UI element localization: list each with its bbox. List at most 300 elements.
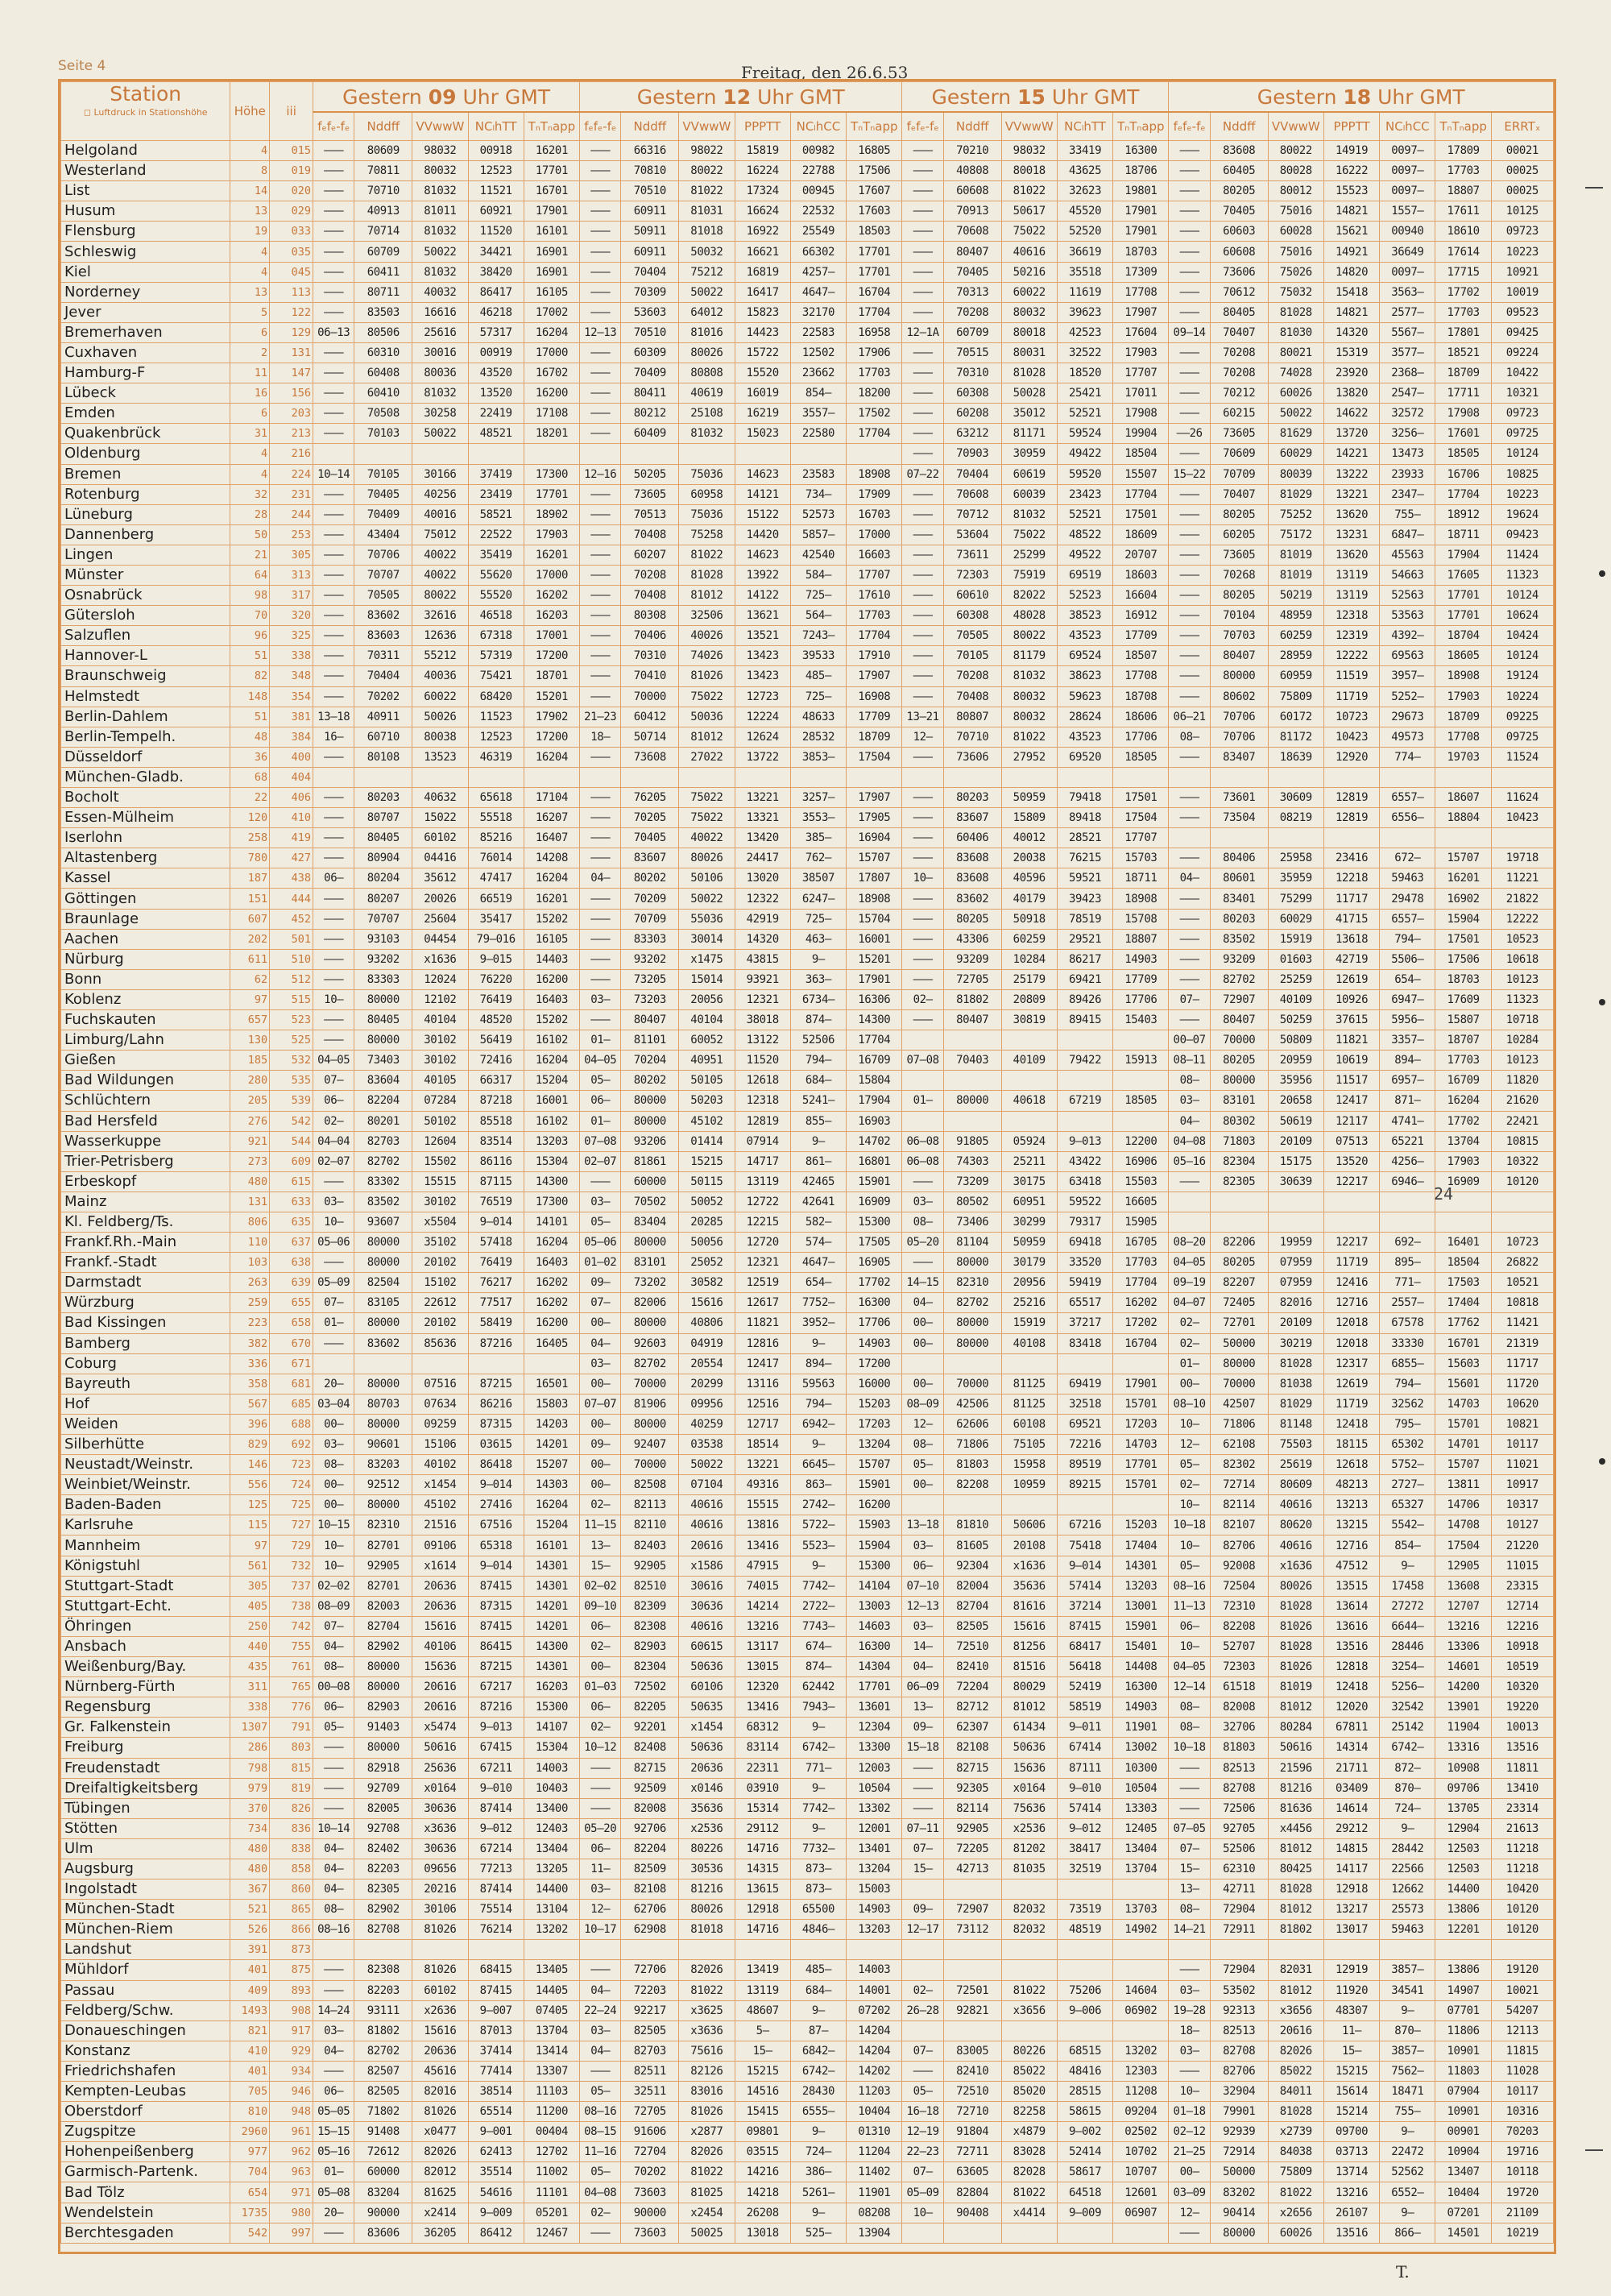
obs-cell: 70712 — [943, 504, 1001, 524]
obs-cell: 03— — [902, 1536, 943, 1556]
obs-cell: 49422 — [1057, 444, 1112, 464]
obs-cell: ——— — [313, 686, 354, 707]
obs-cell: 18521 — [1435, 342, 1491, 363]
obs-cell: 5506— — [1380, 949, 1435, 969]
obs-cell: 12— — [902, 1414, 943, 1434]
obs-cell: 81022 — [679, 545, 735, 565]
obs-cell: ——— — [580, 141, 621, 161]
obs-cell: 18709 — [847, 727, 902, 747]
obs-cell: 80711 — [354, 282, 412, 302]
obs-cell: 07—05 — [1169, 1818, 1210, 1838]
obs-cell: 05—06 — [313, 1233, 354, 1253]
obs-cell: 17002 — [524, 302, 579, 322]
obs-cell: 12636 — [412, 626, 468, 646]
obs-cell: 36205 — [412, 2223, 468, 2243]
obs-cell: 00— — [580, 1475, 621, 1495]
obs-cell: 14919 — [1323, 141, 1379, 161]
obs-cell: 734— — [790, 484, 846, 504]
obs-cell: 13404 — [1113, 1838, 1169, 1859]
obs-cell: 17707 — [847, 565, 902, 585]
obs-cell: 7562— — [1380, 2061, 1435, 2081]
obs-cell: 72405 — [1210, 1293, 1268, 1313]
obs-cell: ——— — [313, 222, 354, 242]
obs-cell: 14703 — [1435, 1394, 1491, 1414]
obs-cell: 70706 — [1210, 727, 1268, 747]
obs-cell: 82032 — [1001, 1900, 1057, 1920]
obs-cell: 32506 — [679, 606, 735, 626]
obs-cell: ——— — [902, 1758, 943, 1778]
obs-cell: 16200 — [847, 1495, 902, 1515]
table-row — [61, 524, 1554, 545]
obs-cell: 70903 — [943, 444, 1001, 464]
column-header: fₑfₑ-fₑ — [902, 112, 943, 141]
station-name: Emden — [61, 404, 230, 424]
obs-cell: 82205 — [621, 1697, 679, 1718]
obs-cell: 30582 — [679, 1273, 735, 1293]
obs-cell: 3857— — [1380, 2041, 1435, 2061]
obs-cell: 82504 — [354, 1273, 412, 1293]
obs-cell: 3357— — [1380, 1030, 1435, 1051]
column-header: NCₗhTT — [1057, 112, 1112, 141]
station-index: 419 — [270, 828, 313, 848]
obs-cell: ——— — [902, 504, 943, 524]
obs-cell: ——— — [580, 524, 621, 545]
obs-cell: 17502 — [847, 404, 902, 424]
obs-cell: 87415 — [468, 1576, 524, 1596]
obs-cell: 17709 — [1113, 969, 1169, 989]
punch-hole — [1599, 1458, 1605, 1465]
obs-cell: ——— — [1169, 444, 1210, 464]
obs-cell: 73605 — [1210, 424, 1268, 444]
obs-cell — [412, 1940, 468, 1960]
obs-cell: 17809 — [1435, 141, 1491, 161]
obs-cell: 80407 — [621, 1010, 679, 1030]
obs-cell: 83608 — [943, 868, 1001, 889]
obs-cell: 82902 — [354, 1636, 412, 1656]
obs-cell: 09— — [580, 1273, 621, 1293]
station-index: 670 — [270, 1333, 313, 1353]
obs-cell: 81022 — [1001, 1980, 1057, 2000]
obs-cell: 06—09 — [902, 1677, 943, 1697]
obs-cell: 5722— — [790, 1515, 846, 1536]
obs-cell: 14304 — [847, 1657, 902, 1677]
obs-cell: 82308 — [621, 1616, 679, 1636]
obs-cell: 50036 — [679, 707, 735, 727]
obs-cell: 13901 — [1435, 1697, 1491, 1718]
obs-cell: 13216 — [735, 1616, 790, 1636]
obs-cell — [1057, 1030, 1112, 1051]
column-header: VVwwW — [679, 112, 735, 141]
table-row — [61, 1940, 1554, 1960]
obs-cell: 87218 — [468, 1091, 524, 1111]
obs-cell: 75022 — [679, 808, 735, 828]
station-name: Dannenberg — [61, 524, 230, 545]
column-header: NCₗhTT — [468, 112, 524, 141]
obs-cell: 83401 — [1210, 889, 1268, 909]
obs-cell: 12418 — [1323, 1677, 1379, 1697]
station-index: 838 — [270, 1838, 313, 1859]
obs-cell: 9–010 — [468, 1778, 524, 1798]
obs-cell: 81026 — [1268, 1616, 1323, 1636]
obs-cell: 73202 — [621, 1273, 679, 1293]
obs-cell: 28515 — [1057, 2082, 1112, 2102]
obs-cell: 69419 — [1057, 1374, 1112, 1394]
station-index: 929 — [270, 2041, 313, 2061]
obs-cell: 82510 — [621, 1576, 679, 1596]
obs-cell: 10322 — [1491, 1151, 1553, 1171]
obs-cell: 16417 — [735, 282, 790, 302]
station-height: 1493 — [230, 2000, 270, 2020]
obs-cell: 92313 — [1210, 2000, 1268, 2020]
obs-cell: 40022 — [412, 545, 468, 565]
obs-cell: 25216 — [1001, 1293, 1057, 1313]
obs-cell: 57317 — [468, 322, 524, 342]
obs-cell: 16407 — [524, 828, 579, 848]
obs-cell: 72914 — [1210, 2142, 1268, 2162]
obs-cell: ——— — [902, 788, 943, 808]
obs-cell — [524, 767, 579, 787]
obs-cell: 2577— — [1380, 302, 1435, 322]
obs-cell: x1636 — [1001, 1556, 1057, 1576]
obs-cell: 55212 — [412, 646, 468, 666]
obs-cell: 75258 — [679, 524, 735, 545]
obs-cell: 13003 — [847, 1596, 902, 1616]
obs-cell: 75016 — [1268, 201, 1323, 222]
obs-cell: 15701 — [1435, 1414, 1491, 1434]
obs-cell: 85022 — [1001, 2061, 1057, 2081]
obs-cell: 13722 — [735, 747, 790, 767]
obs-cell: 14201 — [524, 1616, 579, 1636]
obs-cell: 03— — [1169, 2041, 1210, 2061]
obs-cell: 9–015 — [468, 949, 524, 969]
obs-cell: 09225 — [1491, 707, 1553, 727]
station-height: 14 — [230, 181, 270, 201]
station-index: 635 — [270, 1212, 313, 1232]
obs-cell: 02—12 — [1169, 2122, 1210, 2142]
obs-cell: 13020 — [735, 868, 790, 889]
obs-cell: 38623 — [1057, 666, 1112, 686]
table-row — [61, 586, 1554, 606]
obs-cell: ——— — [1169, 181, 1210, 201]
obs-cell: 10— — [1169, 1536, 1210, 1556]
obs-cell: 37414 — [468, 2041, 524, 2061]
obs-cell: 19—28 — [1169, 2000, 1210, 2020]
obs-cell: 16909 — [847, 1192, 902, 1212]
obs-cell: 83204 — [354, 2182, 412, 2203]
station-index: 381 — [270, 707, 313, 727]
station-height: 6 — [230, 404, 270, 424]
obs-cell: 05—09 — [313, 1273, 354, 1293]
obs-cell: 35419 — [468, 545, 524, 565]
obs-cell: 07— — [580, 1293, 621, 1313]
obs-cell: 82702 — [354, 1151, 412, 1171]
obs-cell: 9–007 — [468, 2000, 524, 2020]
obs-cell: 18— — [1169, 2020, 1210, 2041]
obs-cell — [1113, 2020, 1169, 2041]
obs-cell: 80000 — [354, 1233, 412, 1253]
obs-cell: 70709 — [1210, 464, 1268, 484]
obs-cell: 49316 — [735, 1475, 790, 1495]
obs-cell: 02— — [902, 989, 943, 1009]
station-height: 979 — [230, 1778, 270, 1798]
obs-cell: 2722— — [790, 1596, 846, 1616]
obs-cell: 72706 — [621, 1960, 679, 1980]
obs-cell: 14601 — [1435, 1657, 1491, 1677]
obs-cell: x2656 — [1268, 2203, 1323, 2223]
obs-cell: 04—04 — [313, 1131, 354, 1151]
obs-cell: 40632 — [412, 788, 468, 808]
obs-cell: 29212 — [1323, 1818, 1379, 1838]
obs-cell: 80407 — [943, 1010, 1001, 1030]
obs-cell: 16204 — [524, 868, 579, 889]
obs-cell: ——— — [1169, 666, 1210, 686]
obs-cell: 50115 — [679, 1171, 735, 1192]
obs-cell: 81011 — [412, 201, 468, 222]
obs-cell: 06— — [902, 1556, 943, 1576]
station-name: Oberstdorf — [61, 2102, 230, 2122]
obs-cell: 80405 — [354, 1010, 412, 1030]
obs-cell: 755— — [1380, 504, 1435, 524]
obs-cell: 17762 — [1435, 1313, 1491, 1333]
obs-cell: 20026 — [412, 889, 468, 909]
obs-cell: 2347— — [1380, 484, 1435, 504]
obs-cell: 06907 — [1113, 2203, 1169, 2223]
obs-cell: 10120 — [1491, 1171, 1553, 1192]
obs-cell: 16019 — [735, 383, 790, 404]
obs-cell: 17703 — [1113, 1253, 1169, 1273]
obs-cell: 13222 — [1323, 464, 1379, 484]
obs-cell — [1001, 1030, 1057, 1051]
obs-cell — [1491, 767, 1553, 787]
obs-cell: 70405 — [621, 828, 679, 848]
obs-cell: 42719 — [1323, 949, 1379, 969]
obs-cell: 92305 — [943, 1778, 1001, 1798]
obs-cell — [354, 444, 412, 464]
obs-cell: 75252 — [1268, 504, 1323, 524]
obs-cell: 71806 — [1210, 1414, 1268, 1434]
obs-cell: 794— — [790, 1394, 846, 1414]
obs-cell: 6645— — [790, 1455, 846, 1475]
obs-cell: 17901 — [524, 201, 579, 222]
obs-cell: 7742— — [790, 1576, 846, 1596]
obs-cell: 03— — [580, 1879, 621, 1900]
obs-cell: 23315 — [1491, 1576, 1553, 1596]
obs-cell: 14201 — [524, 1435, 579, 1455]
station-name: Bocholt — [61, 788, 230, 808]
station-name: Rotenburg — [61, 484, 230, 504]
obs-cell: 09423 — [1491, 524, 1553, 545]
obs-cell: 10— — [1169, 2082, 1210, 2102]
obs-cell: 60108 — [1001, 1414, 1057, 1434]
obs-cell: 17703 — [1435, 302, 1491, 322]
obs-cell: 70405 — [354, 484, 412, 504]
obs-cell: 81032 — [412, 222, 468, 242]
obs-cell: 00919 — [468, 342, 524, 363]
obs-cell: 04919 — [679, 1333, 735, 1353]
obs-cell: 15722 — [735, 342, 790, 363]
obs-cell: 16204 — [524, 1051, 579, 1071]
obs-cell: 12918 — [1323, 1879, 1379, 1900]
obs-cell: 71803 — [1210, 1131, 1268, 1151]
obs-cell: 53603 — [621, 302, 679, 322]
obs-cell — [1169, 1940, 1210, 1960]
obs-cell: 80012 — [1268, 181, 1323, 201]
obs-cell: 40109 — [1001, 1051, 1057, 1071]
obs-cell: 29673 — [1380, 707, 1435, 727]
obs-cell: 55520 — [468, 586, 524, 606]
obs-cell: 12—17 — [902, 1920, 943, 1940]
obs-cell: 08— — [313, 1455, 354, 1475]
obs-cell: 83028 — [1001, 2142, 1057, 2162]
table-row — [61, 2000, 1554, 2020]
table-row — [61, 606, 1554, 626]
obs-cell: 80203 — [1210, 909, 1268, 929]
obs-cell — [790, 767, 846, 787]
obs-cell: 16819 — [735, 262, 790, 282]
obs-cell: 33520 — [1057, 1253, 1112, 1273]
obs-cell: 525— — [790, 2223, 846, 2243]
obs-cell: ——— — [313, 1758, 354, 1778]
obs-cell: 86417 — [468, 282, 524, 302]
station-name: Mühldorf — [61, 1960, 230, 1980]
obs-cell: ——— — [313, 424, 354, 444]
obs-cell — [943, 1071, 1001, 1091]
station-index: 129 — [270, 322, 313, 342]
obs-cell: 82031 — [1268, 1960, 1323, 1980]
obs-cell — [1435, 828, 1491, 848]
obs-cell: 03— — [902, 1192, 943, 1212]
obs-cell: 13122 — [735, 1030, 790, 1051]
obs-cell — [1268, 767, 1323, 787]
obs-cell: 70505 — [943, 626, 1001, 646]
obs-cell: 10— — [1169, 1414, 1210, 1434]
obs-cell: 50022 — [679, 282, 735, 302]
obs-cell: 10901 — [1435, 2041, 1491, 2061]
obs-cell: 80032 — [1001, 707, 1057, 727]
obs-cell: 06— — [580, 1091, 621, 1111]
obs-cell: 70311 — [354, 646, 412, 666]
obs-cell: 80205 — [1210, 1253, 1268, 1273]
obs-cell: 17906 — [847, 342, 902, 363]
obs-cell: 894— — [1380, 1051, 1435, 1071]
obs-cell: 574— — [790, 1233, 846, 1253]
station-index: 539 — [270, 1091, 313, 1111]
obs-cell: 855— — [790, 1111, 846, 1131]
obs-cell: 81026 — [679, 666, 735, 686]
obs-cell: 13204 — [847, 1435, 902, 1455]
obs-cell: 70714 — [354, 222, 412, 242]
obs-cell: 82107 — [1210, 1515, 1268, 1536]
obs-cell — [1268, 828, 1323, 848]
obs-cell: 98032 — [1001, 141, 1057, 161]
obs-cell — [902, 2020, 943, 2041]
obs-cell: 80405 — [354, 828, 412, 848]
obs-cell: 70403 — [943, 1051, 1001, 1071]
obs-cell — [580, 444, 621, 464]
obs-cell: 00— — [902, 1333, 943, 1353]
obs-cell — [313, 444, 354, 464]
obs-cell: 00021 — [1491, 141, 1553, 161]
table-row — [61, 1111, 1554, 1131]
station-name: Münster — [61, 565, 230, 585]
station-name: Coburg — [61, 1353, 230, 1374]
obs-cell: 48213 — [1323, 1475, 1379, 1495]
obs-cell: 03—09 — [1169, 2182, 1210, 2203]
obs-cell: 08— — [1169, 1718, 1210, 1738]
obs-cell: 18503 — [847, 222, 902, 242]
station-index: 019 — [270, 161, 313, 181]
obs-cell: 06— — [313, 1697, 354, 1718]
obs-cell: 20616 — [412, 1677, 468, 1697]
iii-header: iii — [270, 82, 313, 141]
obs-cell: 10618 — [1491, 949, 1553, 969]
station-name: Darmstadt — [61, 1273, 230, 1293]
obs-cell: 81038 — [1268, 1374, 1323, 1394]
obs-cell: 82012 — [412, 2162, 468, 2182]
obs-cell: ——— — [580, 889, 621, 909]
obs-cell: 16701 — [524, 181, 579, 201]
obs-cell: 04— — [580, 1980, 621, 2000]
obs-cell: 58615 — [1057, 2102, 1112, 2122]
obs-cell: 60406 — [943, 828, 1001, 848]
obs-cell: x0164 — [1001, 1778, 1057, 1798]
obs-cell: 76519 — [468, 1192, 524, 1212]
obs-cell: ——— — [1169, 747, 1210, 767]
obs-cell: 755— — [1380, 2102, 1435, 2122]
station-index: 512 — [270, 969, 313, 989]
obs-cell: 86216 — [468, 1394, 524, 1414]
obs-cell: 67811 — [1323, 1718, 1379, 1738]
obs-cell: 70310 — [943, 363, 1001, 383]
obs-cell: 16906 — [1113, 1151, 1169, 1171]
obs-cell: 82203 — [354, 1859, 412, 1879]
obs-cell: ——— — [580, 586, 621, 606]
obs-cell: 00945 — [790, 181, 846, 201]
obs-cell: 15515 — [412, 1171, 468, 1192]
obs-cell: 81803 — [943, 1455, 1001, 1475]
obs-cell: 11820 — [1491, 1071, 1553, 1091]
obs-cell: 15819 — [735, 141, 790, 161]
obs-cell: 92905 — [354, 1556, 412, 1576]
obs-cell: 13423 — [735, 666, 790, 686]
obs-cell: 42919 — [735, 909, 790, 929]
obs-cell: 50032 — [679, 242, 735, 262]
obs-cell: 47915 — [735, 1556, 790, 1576]
obs-cell: 00— — [902, 1374, 943, 1394]
table-row — [61, 1030, 1554, 1051]
obs-cell: 18703 — [1113, 242, 1169, 262]
obs-cell — [679, 1940, 735, 1960]
obs-cell: 14516 — [735, 2082, 790, 2102]
obs-cell: 50959 — [1001, 1233, 1057, 1253]
obs-cell: 50105 — [679, 1071, 735, 1091]
station-name: München-Riem — [61, 1920, 230, 1940]
obs-cell: 72911 — [1210, 1920, 1268, 1940]
obs-cell: 36649 — [1380, 242, 1435, 262]
obs-cell: 12717 — [735, 1414, 790, 1434]
obs-cell: 18709 — [1435, 363, 1491, 383]
obs-cell: 15203 — [847, 1394, 902, 1414]
obs-cell: 10818 — [1491, 1293, 1553, 1313]
obs-cell: 14320 — [1323, 322, 1379, 342]
obs-cell: ——— — [1169, 242, 1210, 262]
obs-cell: 13704 — [524, 2020, 579, 2041]
obs-cell: 18603 — [1113, 565, 1169, 585]
obs-cell: 59521 — [1057, 868, 1112, 889]
obs-cell: 10118 — [1491, 2162, 1553, 2182]
station-index: 638 — [270, 1253, 313, 1273]
column-header: fₑfₑ-fₑ — [313, 112, 354, 141]
